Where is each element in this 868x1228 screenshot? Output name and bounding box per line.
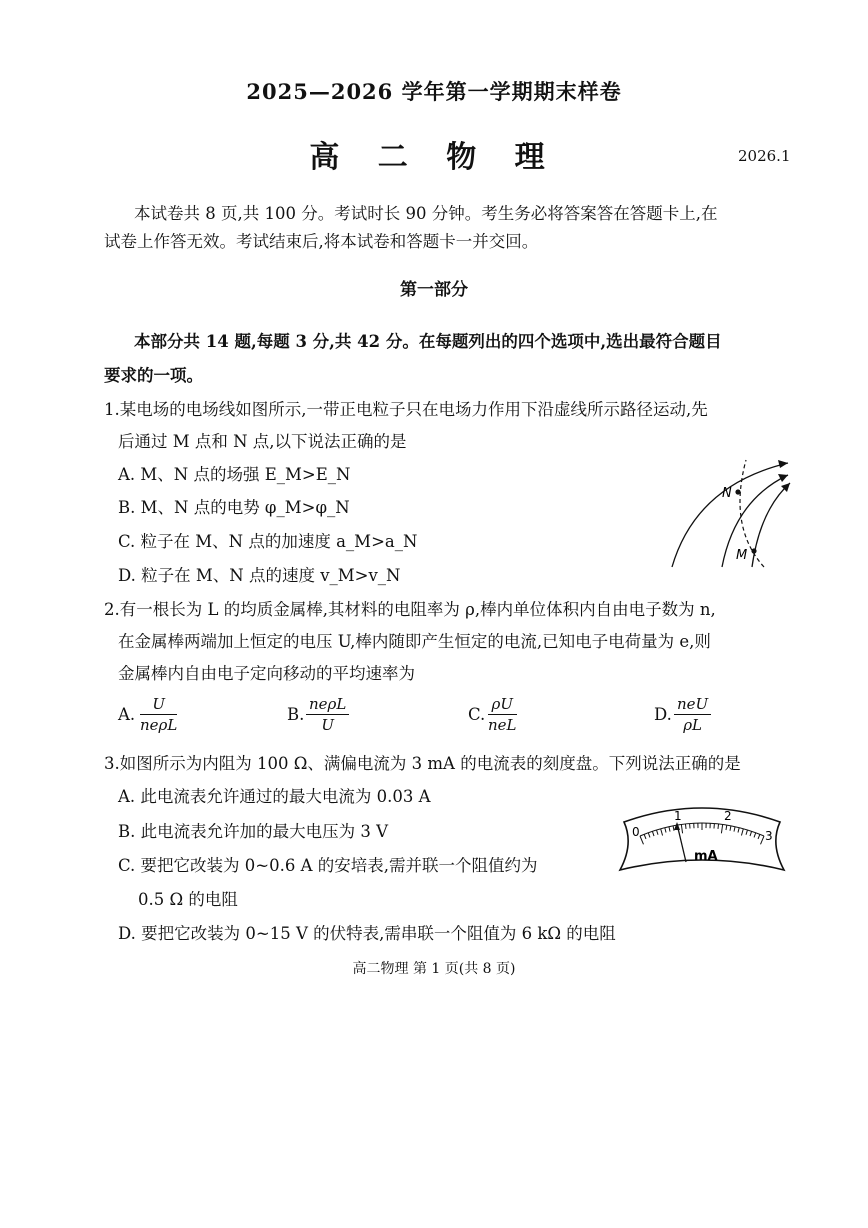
q2-option-d-denominator: ρL [683, 716, 702, 734]
tick-label-2: 2 [724, 809, 732, 823]
meter-tick [673, 826, 674, 831]
q2-option-c-numerator: ρU [488, 695, 517, 715]
meter-tick [644, 834, 646, 839]
q2-option-a-label: A. [118, 705, 136, 724]
meter-tick [741, 829, 743, 836]
q1-field-figure [660, 455, 800, 570]
meter-tick [718, 824, 719, 829]
q3-option-a: A. 此电流表允许通过的最大电流为 0.03 A [118, 787, 431, 806]
meter-tick [750, 831, 752, 836]
field-line-2-arrow [778, 474, 788, 482]
page-footer: 高二物理 第 1 页(共 8 页) [352, 961, 516, 977]
q2-option-c-denominator: neL [488, 716, 517, 734]
section-desc-line-2: 要求的一项。 [104, 366, 203, 385]
q2-option-c-fraction [488, 695, 517, 734]
meter-tick [661, 829, 663, 836]
meter-tick [669, 827, 670, 832]
q1-stem-line-2: 后通过 M 点和 N 点,以下说法正确的是 [118, 432, 407, 451]
point-m [751, 548, 756, 553]
meter-tick [738, 828, 739, 833]
q2-stem-line-2: 在金属棒两端加上恒定的电压 U,棒内随即产生恒定的电流,已知电子电荷量为 e,则 [118, 632, 711, 651]
meter-tick [657, 830, 658, 835]
q2-option-d-fraction [674, 695, 711, 734]
field-line-1 [672, 463, 788, 567]
section-title: 第一部分 [400, 280, 468, 300]
exam-date: 2026.1 [738, 147, 791, 165]
q2-stem-line-3: 金属棒内自由电子定向移动的平均速率为 [118, 664, 415, 683]
section-desc-line-1: 本部分共 14 题,每题 3 分,共 42 分。在每题列出的四个选项中,选出最符合题目 [134, 332, 722, 351]
q1-stem-line-1: 1.某电场的电场线如图所示,一带正电粒子只在电场力作用下沿虚线所示路径运动,先 [104, 400, 708, 419]
meter-tick [758, 834, 760, 839]
label-n: N [722, 486, 732, 501]
tick-label-3: 3 [765, 829, 773, 843]
q1-option-c: C. 粒子在 M、N 点的加速度 a_M>a_N [118, 532, 418, 551]
q2-option-b-denominator: U [321, 716, 334, 734]
exam-title: 2025—2026 学年第一学期期末样卷 [246, 79, 622, 104]
q3-option-c: C. 要把它改装为 0~0.6 A 的安培表,需并联一个阻值约为 [118, 856, 538, 875]
tick-label-0: 0 [632, 825, 640, 839]
meter-tick [665, 828, 666, 833]
meter-unit: mA [694, 849, 718, 864]
meter-tick [648, 833, 650, 838]
q2-option-a-fraction [140, 695, 177, 734]
meter-ticks [640, 823, 764, 844]
q3-option-c-continued: 0.5 Ω 的电阻 [138, 890, 238, 909]
q3-stem-line-1: 3.如图所示为内阻为 100 Ω、满偏电流为 3 mA 的电流表的刻度盘。下列说法正确的是 [104, 754, 741, 773]
instructions-line-1: 本试卷共 8 页,共 100 分。考试时长 90 分钟。考生务必将答案答在答题卡上,在 [134, 204, 718, 223]
meter-tick [721, 824, 722, 833]
q2-option-a-denominator: neρL [140, 716, 178, 734]
q3-option-b: B. 此电流表允许加的最大电压为 3 V [118, 822, 389, 841]
meter-tick [681, 824, 682, 833]
meter-tick [761, 836, 764, 844]
meter-tick [652, 831, 654, 836]
q2-option-b-fraction [306, 695, 349, 734]
tick-label-1: 1 [674, 809, 682, 823]
q2-option-b-numerator: neρL [306, 695, 349, 715]
q3-option-d: D. 要把它改装为 0~15 V 的伏特表,需串联一个阻值为 6 kΩ 的电阻 [118, 924, 616, 943]
q1-option-b: B. M、N 点的电势 φ_M>φ_N [118, 498, 350, 517]
instructions-line-2: 试卷上作答无效。考试结束后,将本试卷和答题卡一并交回。 [104, 232, 539, 251]
label-m: M [736, 548, 748, 563]
q3-meter-figure [612, 800, 792, 882]
meter-tick [734, 827, 735, 832]
q2-option-d-label: D. [654, 705, 672, 724]
q1-option-d: D. 粒子在 M、N 点的速度 v_M>v_N [118, 566, 401, 585]
q1-option-a: A. M、N 点的场强 E_M>E_N [118, 465, 351, 484]
meter-tick [746, 830, 747, 835]
q2-option-c-label: C. [468, 705, 486, 724]
meter-tick [685, 824, 686, 829]
meter-tick [730, 826, 731, 831]
subject-title: 高 二 物 理 [309, 140, 559, 175]
q2-option-a-numerator: U [140, 695, 177, 715]
meter-tick [640, 836, 643, 844]
meter-tick [754, 833, 756, 838]
point-n [735, 489, 740, 494]
q2-stem-line-1: 2.有一根长为 L 的均质金属棒,其材料的电阻率为 ρ,棒内单位体积内自由电子数为 n, [104, 600, 716, 619]
meter-tick [726, 825, 727, 830]
q2-option-d-numerator: neU [674, 695, 711, 715]
q2-option-b-label: B. [287, 705, 305, 724]
